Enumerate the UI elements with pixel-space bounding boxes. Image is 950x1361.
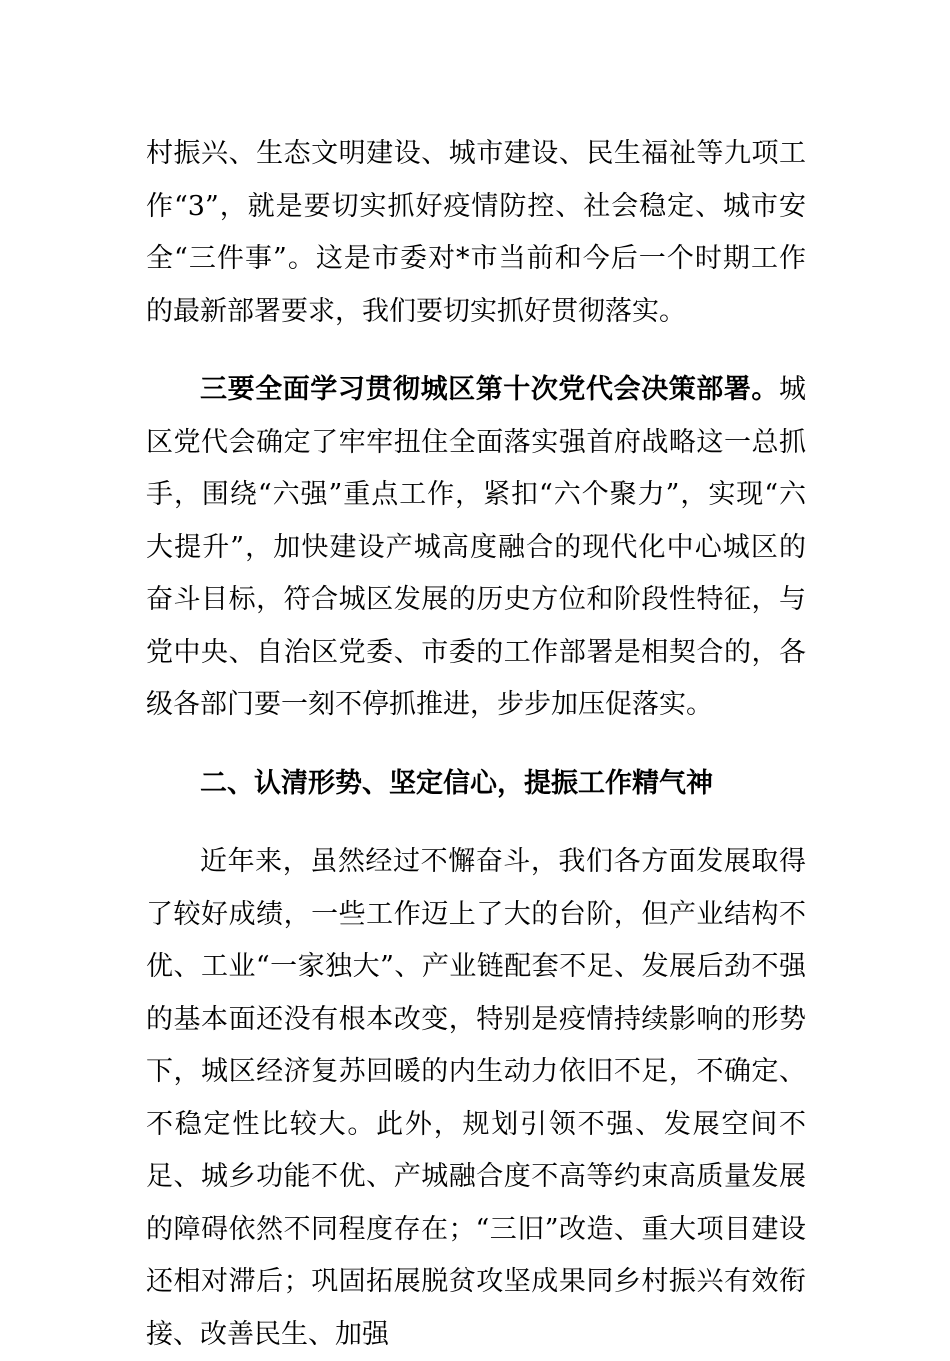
paragraph-city-congress [146, 364, 806, 732]
paragraph-lead-bold: 三要全面学习贯彻城区第十次党代会决策部署。 [200, 374, 779, 405]
section-heading: 二、认清形势、坚定信心，提振工作精气神 [200, 767, 713, 799]
paragraph-situation: 近年来，虽然经过不懈奋斗，我们各方面发展取得了较好成绩，一些工作迈上了大的台阶，但产业结构不优、工业“一家独大”、产业链配套不足、发展后劲不强的基本面还没有根本改变，特别是疫情持续影响的形势下，城区经济复苏回暖的内生动力依旧不足，不确定、不稳定性比较大。此外，规划引领不强、发展空间不足、城乡功能不优、产城融合度不高等约束高质量发展的障碍依然不同程度存在；“三旧”改造、重大项目建设还相对滞后；巩固拓展脱贫攻坚成果同乡村振兴有效衔接、改善民生、加强 [146, 846, 806, 1350]
paragraph-body: 城区党代会确定了牢牢扭住全面落实强首府战略这一总抓手，围绕“六强”重点工作，紧扣“六个聚力”，实现“六大提升”，加快建设产城高度融合的现代化中心城区的奋斗目标，符合城区发展的历史方位和阶段性特征，与党中央、自治区党委、市委的工作部署是相契合的，各级各部门要一刻不停抓推进，步步加压促落实。 [146, 374, 806, 720]
paragraph-continuation: 村振兴、生态文明建设、城市建设、民生福祉等九项工作“3”，就是要切实抓好疫情防控、社会稳定、城市安全“三件事”。这是市委对*市当前和今后一个时期工作的最新部署要求，我们要切实抓好贯彻落实。 [146, 138, 806, 327]
document-body [146, 128, 806, 1361]
